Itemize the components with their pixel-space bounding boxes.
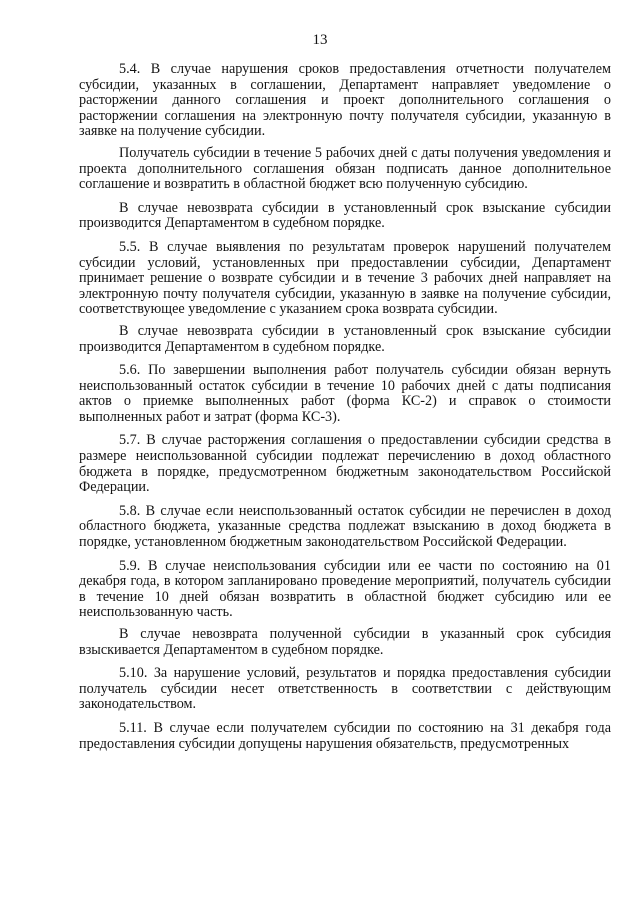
paragraph-5-7: 5.7. В случае расторжения соглашения о предоставлении субсидии средства в размере неиспользованной субсидии подлежат перечислению в доход областного бюджета в порядке, предусмотренном бюджетным законодательством Российской Федерации. <box>79 432 611 496</box>
paragraph-5-4-recipient: Получатель субсидии в течение 5 рабочих дней с даты получения уведомления и проекта дополнительного соглашения обязан подписать данное дополнительное соглашение и возвратить в областной бюджет всю полученную субсидию. <box>79 144 611 193</box>
paragraph-5-9: 5.9. В случае неиспользования субсидии или ее части по состоянию на 01 декабря года, в котором запланировано проведение мероприятий, получатель субсидии в течение 10 дней обязан возвратить в областной бюджет субсидию или ее неиспользованную часть. <box>79 557 611 621</box>
paragraph-5-6: 5.6. По завершении выполнения работ получатель субсидии обязан вернуть неиспользованный остаток субсидии в течение 10 рабочих дней с даты подписания актов о приемке выполненных работ (форма КС-2) и справок о стоимости выполненных работ и затрат (форма КС-3). <box>79 362 611 425</box>
paragraph-5-9-non-return: В случае невозврата полученной субсидии в указанный срок субсидия взыскивается Департаментом в судебном порядке. <box>79 626 611 658</box>
paragraph-5-4-non-return: В случае невозврата субсидии в установленный срок взыскание субсидии производится Департаментом в судебном порядке. <box>79 199 611 232</box>
paragraph-5-10: 5.10. За нарушение условий, результатов и порядка предоставления субсидии получатель субсидии несет ответственность в соответствии с действующим законодательством. <box>79 665 611 713</box>
paragraph-5-5: 5.5. В случае выявления по результатам проверок нарушений получателем субсидии условий, установленных при предоставлении субсидии, Департамент принимает решение о возврате субсидии и в течение 3 рабочих дней направляет на электронную почту получателя субсидии, указанную в заявке на получение субсидии, соответствующее уведомление с указанием срока возврата субсидии. <box>79 238 611 318</box>
document-body <box>79 62 611 752</box>
paragraph-5-11: 5.11. В случае если получателем субсидии по состоянию на 31 декабря года предоставления субсидии допущены нарушения обязательств, предусмотренных <box>79 719 611 752</box>
paragraph-5-4: 5.4. В случае нарушения сроков предоставления отчетности получателем субсидии, указанных в соглашении, Департамент направляет уведомление о расторжении данного соглашения и проект дополнительного соглашения о расторжении соглашения на электронную почту получателя субсидии, указанную в заявке на получение субсидии. <box>79 61 611 140</box>
page-number: 13 <box>312 32 328 48</box>
paragraph-5-5-non-return: В случае невозврата субсидии в установленный срок взыскание субсидии производится Департаментом в судебном порядке. <box>79 322 611 355</box>
paragraph-5-8: 5.8. В случае если неиспользованный остаток субсидии не перечислен в доход областного бюджета, указанные средства подлежат взысканию в доход бюджета в порядке, установленном бюджетным законодательством Российской Федерации. <box>79 502 611 551</box>
